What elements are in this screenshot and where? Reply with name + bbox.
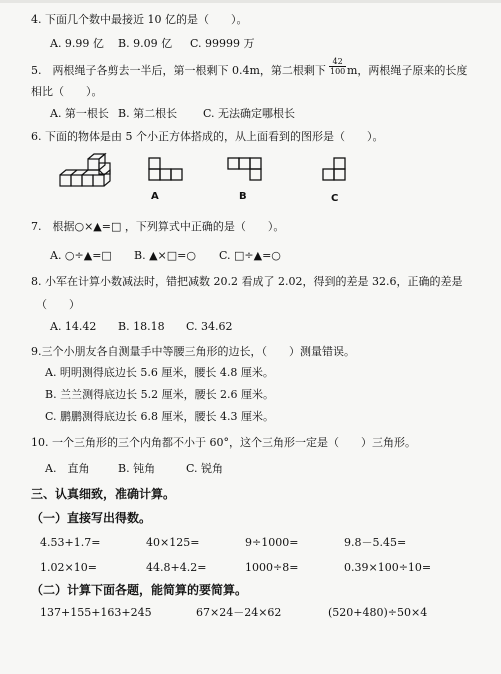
q9-option-c: C. 鹏鹏测得底边长 6.8 厘米，腰长 4.3 厘米。	[45, 410, 274, 423]
option-c-top-view	[322, 157, 350, 185]
option-a-label: A	[151, 191, 159, 202]
q5-option-c: C. 无法确定哪根长	[203, 107, 296, 120]
oral-calc-6: 44.8+4.2=	[146, 561, 207, 574]
q5-stem-part2: m，两根绳子原来的长度	[347, 64, 468, 77]
q5-fraction-denominator: 100	[330, 67, 346, 76]
oral-calc-7: 1000÷8=	[245, 561, 299, 574]
q5-stem-part1: 5. 两根绳子各剪去一半后，第一根剩下 0.4m，第二根剩下	[31, 64, 326, 77]
q5-fraction-numerator: 42	[329, 57, 346, 67]
q4-option-b: B. 9.09 亿	[118, 37, 173, 50]
q8-option-b: B. 18.18	[118, 320, 165, 333]
q5-fraction	[329, 57, 346, 76]
option-b-top-view	[227, 157, 267, 185]
q9-option-a: A. 明明测得底边长 5.6 厘米，腰长 4.8 厘米。	[45, 366, 274, 379]
q8-stem-line2: （ ）	[36, 298, 80, 311]
q10-option-a: A. 直角	[45, 462, 90, 475]
q5-option-a: A. 第一根长	[50, 107, 109, 120]
q8-option-c: C. 34.62	[186, 320, 233, 333]
q6-stem: 6. 下面的物体是由 5 个小正方体搭成的，从上面看到的图形是（ ）。	[31, 130, 384, 143]
oral-calc-5: 1.02×10=	[40, 561, 97, 574]
option-b-label: B	[239, 191, 247, 202]
q10-option-b: B. 钝角	[118, 462, 156, 475]
oral-calc-3: 9÷1000=	[245, 536, 299, 549]
q4-stem: 4. 下面几个数中最接近 10 亿的是（ ）。	[31, 13, 248, 26]
q7-stem: 7. 根据○×▲=□ ，下列算式中正确的是（ ）。	[31, 220, 285, 233]
q9-stem: 9.三个小朋友各自测量手中等腰三角形的边长，（ ）测量错误。	[31, 345, 355, 358]
q5-option-b: B. 第二根长	[118, 107, 178, 120]
oral-calc-4: 9.8－5.45=	[344, 536, 407, 549]
option-a-top-view	[148, 157, 186, 185]
q4-option-c: C. 99999 万	[190, 37, 255, 50]
q5-stem-line2: 相比（ ）。	[31, 85, 103, 98]
oral-calc-1: 4.53+1.7=	[40, 536, 101, 549]
calc-problem-1: 137+155+163+245	[40, 606, 152, 619]
calc-problem-3: (520+480)÷50×4	[328, 606, 428, 619]
oral-calc-8: 0.39×100÷10=	[344, 561, 432, 574]
q8-stem-line1: 8. 小军在计算小数减法时，错把减数 20.2 看成了 2.02，得到的差是 32.6，正确的差是	[31, 275, 463, 288]
q7-option-a: A. ○÷▲=□	[50, 249, 112, 262]
calc-problem-2: 67×24－24×62	[196, 606, 282, 619]
top-edge	[0, 0, 501, 3]
section-three-title: 三、认真细致，准确计算。	[31, 487, 176, 501]
oral-calc-2: 40×125=	[146, 536, 200, 549]
q7-option-b: B. ▲×□=○	[134, 249, 196, 262]
cube-stack-figure	[58, 153, 118, 189]
q4-option-a: A. 9.99 亿	[50, 37, 104, 50]
part-one-title: （一）直接写出得数。	[31, 511, 152, 525]
q10-stem: 10. 一个三角形的三个内角都不小于 60°，这个三角形一定是（ ）三角形。	[31, 436, 416, 449]
q10-option-c: C. 锐角	[186, 462, 224, 475]
q8-option-a: A. 14.42	[50, 320, 97, 333]
q9-option-b: B. 兰兰测得底边长 5.2 厘米，腰长 2.6 厘米。	[45, 388, 275, 401]
part-two-title: （二）计算下面各题，能简算的要简算。	[31, 583, 248, 597]
option-c-label: C	[331, 193, 339, 204]
q7-option-c: C. □÷▲=○	[219, 249, 281, 262]
